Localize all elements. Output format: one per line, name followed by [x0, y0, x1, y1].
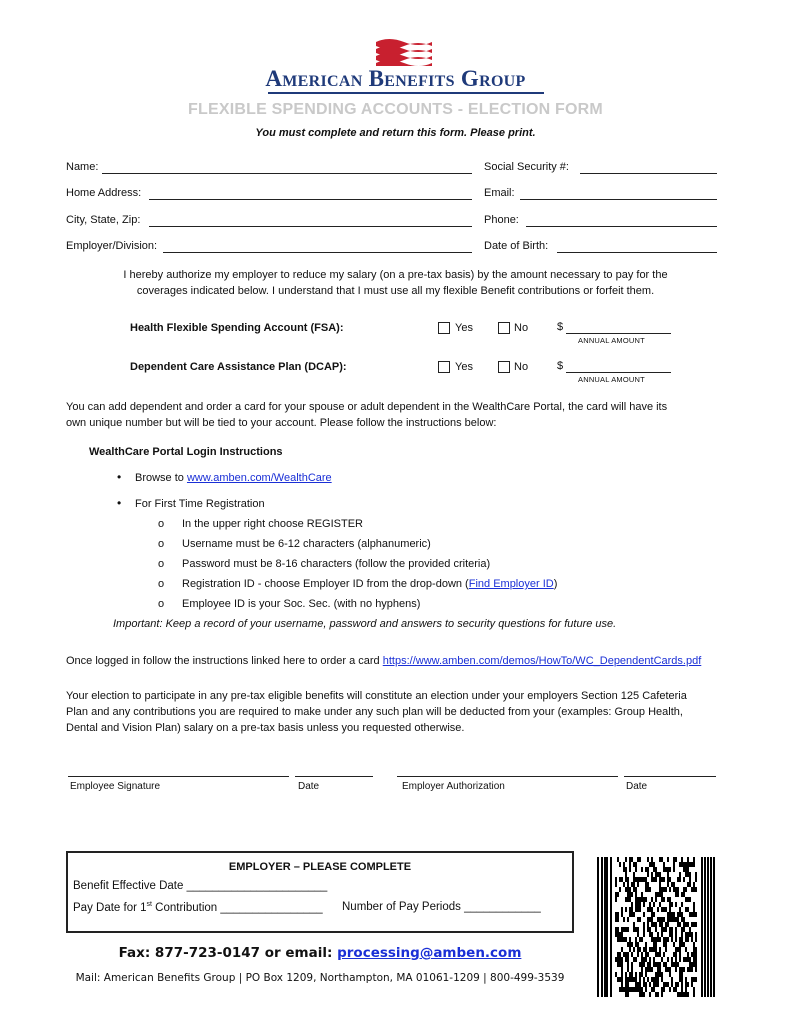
sub-bullet-icon: o	[158, 558, 165, 570]
fsa-annual-amount-label: ANNUAL AMOUNT	[578, 336, 645, 345]
employer-box-heading: EMPLOYER – PLEASE COMPLETE	[228, 861, 412, 873]
employer-date-field[interactable]	[624, 776, 716, 777]
browse-instruction: Browse to www.amben.com/WealthCare	[135, 472, 332, 484]
processing-email-link[interactable]: processing@amben.com	[337, 945, 522, 961]
employer-division-label: Employer/Division:	[66, 240, 158, 252]
fsa-amount-field[interactable]	[566, 333, 671, 334]
benefit-effective-date[interactable]: Benefit Effective Date ______________________	[73, 880, 328, 892]
dependent-card-note: You can add dependent and order a card for your spouse or adult dependent in the WealthCare Portal, the card will have its own unique number but will be tied to your account. Please follow the instructions below:	[66, 401, 668, 429]
employer-section-box	[66, 851, 574, 933]
wealthcare-link[interactable]: www.amben.com/WealthCare	[186, 472, 332, 484]
dob-field[interactable]	[557, 252, 717, 253]
sub-bullet-icon: o	[158, 578, 165, 590]
dcap-no-checkbox[interactable]	[498, 361, 510, 373]
name-field[interactable]	[102, 173, 472, 174]
dcap-dollar-sign: $	[557, 360, 564, 372]
home-address-label: Home Address:	[66, 187, 142, 199]
fsa-yes-checkbox[interactable]	[438, 322, 450, 334]
sub-bullet-icon: o	[158, 518, 165, 530]
flag-logo-icon	[374, 36, 434, 66]
pay-date-first-contribution[interactable]: Pay Date for 1st Contribution ________________	[73, 901, 323, 914]
first-time-registration: For First Time Registration	[135, 498, 265, 510]
ssn-label: Social Security #:	[484, 161, 569, 173]
sub-bullet-icon: o	[158, 598, 165, 610]
name-label: Name:	[66, 161, 99, 173]
home-address-field[interactable]	[149, 199, 472, 200]
employer-authorization-field[interactable]	[397, 776, 618, 777]
dcap-yes-checkbox[interactable]	[438, 361, 450, 373]
fsa-yes-label: Yes	[455, 322, 473, 334]
dcap-label: Dependent Care Assistance Plan (DCAP):	[130, 361, 347, 373]
employer-date-label: Date	[626, 781, 648, 792]
step-registration-id: Registration ID - choose Employer ID from the drop-down (Find Employer ID)	[182, 578, 558, 590]
authorization-text: I hereby authorize my employer to reduce my salary (on a pre-tax basis) by the amount necessary to pay for the coverages indicated below. I understand that I must use all my flexible Benefit contributions or forfeit them.	[123, 269, 668, 297]
dcap-no-label: No	[514, 361, 529, 373]
step-register: In the upper right choose REGISTER	[182, 518, 363, 530]
order-card-instruction: Once logged in follow the instructions linked here to order a card https://www.amben.com/demos/HowTo/WC_DependentCards.pdf	[66, 655, 702, 667]
important-note: Important: Keep a record of your username, password and answers to security questions for future use.	[113, 618, 617, 630]
bullet-icon: •	[117, 470, 122, 484]
mailing-address: Mail: American Benefits Group | PO Box 1209, Northampton, MA 01061-1209 | 800-499-3539	[75, 972, 565, 984]
ssn-field[interactable]	[580, 173, 717, 174]
company-logo-text: American Benefits Group	[265, 66, 526, 91]
dependent-cards-pdf-link[interactable]: https://www.amben.com/demos/HowTo/WC_DependentCards.pdf	[382, 655, 702, 667]
step-username: Username must be 6-12 characters (alphanumeric)	[182, 538, 431, 550]
phone-label: Phone:	[484, 214, 519, 226]
email-field[interactable]	[520, 199, 717, 200]
city-state-zip-field[interactable]	[149, 226, 472, 227]
employee-date-field[interactable]	[295, 776, 373, 777]
logo-divider	[268, 92, 544, 94]
employee-date-label: Date	[298, 781, 320, 792]
fax-email-line: Fax: 877-723-0147 or email: processing@amben.com	[118, 945, 522, 961]
dcap-annual-amount-label: ANNUAL AMOUNT	[578, 375, 645, 384]
employee-signature-field[interactable]	[68, 776, 289, 777]
fsa-no-label: No	[514, 322, 529, 334]
dob-label: Date of Birth:	[484, 240, 549, 252]
step-employee-id: Employee ID is your Soc. Sec. (with no hyphens)	[182, 598, 421, 610]
step-password: Password must be 8-16 characters (follow the provided criteria)	[182, 558, 491, 570]
email-label: Email:	[484, 187, 515, 199]
number-of-pay-periods[interactable]: Number of Pay Periods ____________	[342, 901, 541, 913]
phone-field[interactable]	[526, 226, 717, 227]
employer-authorization-label: Employer Authorization	[402, 781, 505, 792]
find-employer-id-link[interactable]: Find Employer ID	[468, 578, 554, 590]
fsa-label: Health Flexible Spending Account (FSA):	[130, 322, 344, 334]
city-state-zip-label: City, State, Zip:	[66, 214, 141, 226]
form-title: FLEXIBLE SPENDING ACCOUNTS - ELECTION FORM	[188, 101, 603, 118]
employer-division-field[interactable]	[163, 252, 472, 253]
dcap-yes-label: Yes	[455, 361, 473, 373]
fsa-no-checkbox[interactable]	[498, 322, 510, 334]
dcap-amount-field[interactable]	[566, 372, 671, 373]
bullet-icon: •	[117, 496, 122, 510]
form-subtitle: You must complete and return this form. Please print.	[255, 127, 536, 139]
employee-signature-label: Employee Signature	[70, 781, 161, 792]
sub-bullet-icon: o	[158, 538, 165, 550]
fsa-dollar-sign: $	[557, 321, 564, 333]
election-statement: Your election to participate in any pre-tax eligible benefits will constitute an election under your employers Section 125 Cafeteria Plan and any contributions you are required to make under any such plan will be deducted from your (examples: Group Health, Dental and Vision Plan) salary on a pre-tax basis unless you requested otherwise.	[66, 690, 687, 734]
instructions-heading: WealthCare Portal Login Instructions	[89, 446, 283, 458]
